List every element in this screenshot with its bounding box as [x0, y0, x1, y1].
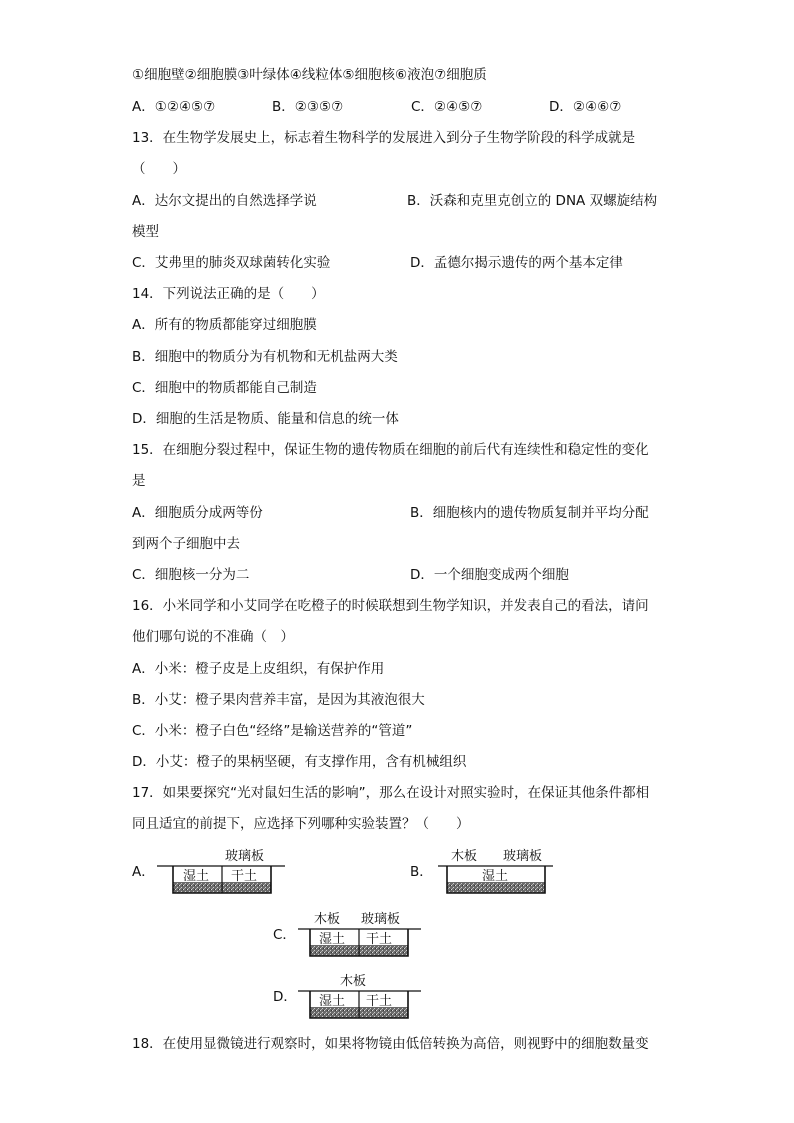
wet-soil-label: 湿土 — [319, 994, 346, 1009]
q14-option-b: B．细胞中的物质分为有机物和无机盐两大类 — [132, 349, 398, 365]
wet-soil-label: 湿土 — [482, 869, 509, 884]
q12-option-d: D．②④⑥⑦ — [549, 99, 622, 115]
q17-stem-cont: 同且适宜的前提下，应选择下列哪种实验装置？（ ） — [132, 816, 470, 832]
q17-option-b-label: B． — [410, 864, 433, 880]
q16-stem: 16．小米同学和小艾同学在吃橙子的时候联想到生物学知识，并发表自己的看法，请问 — [132, 598, 649, 614]
q13-option-d: D．孟德尔揭示遗传的两个基本定律 — [410, 255, 623, 271]
dry-soil-label: 干土 — [231, 869, 258, 884]
q15-option-a: A．细胞质分成两等份 — [132, 505, 263, 521]
q17-option-d-label: D． — [273, 989, 297, 1005]
q16-option-a: A．小米：橙子皮是上皮组织，有保护作用 — [132, 661, 385, 677]
q15-option-b: B．细胞核内的遗传物质复制并平均分配 — [410, 505, 649, 521]
q18-stem: 18．在使用显微镜进行观察时，如果将物镜由低倍转换为高倍，则视野中的细胞数量变 — [132, 1036, 649, 1052]
q14-option-a: A．所有的物质都能穿过细胞膜 — [132, 317, 317, 333]
q16-stem-cont: 他们哪句说的不准确（ ） — [132, 629, 294, 645]
q13-option-c: C．艾弗里的肺炎双球菌转化实验 — [132, 255, 331, 271]
q12-option-b: B．②③⑤⑦ — [272, 99, 344, 115]
wet-soil-label: 湿土 — [319, 932, 346, 947]
q17-option-c-label: C． — [273, 927, 296, 943]
wood-plate-label: 木板 — [314, 912, 341, 927]
q15-stem: 15．在细胞分裂过程中，保证生物的遗传物质在细胞的前后代有连续性和稳定性的变化 — [132, 442, 649, 458]
q17-option-a-label: A． — [132, 864, 155, 880]
q17-apparatus-c — [296, 908, 426, 964]
glass-plate-label: 玻璃板 — [503, 849, 543, 864]
glass-plate-label: 玻璃板 — [225, 849, 265, 864]
q12-option-c: C．②④⑤⑦ — [411, 99, 483, 115]
q15-option-b-cont: 到两个子细胞中去 — [132, 536, 240, 552]
wood-plate-label: 木板 — [340, 974, 367, 989]
q13-stem-bracket: （ ） — [132, 161, 186, 177]
q16-option-d: D．小艾：橙子的果柄坚硬，有支撑作用，含有机械组织 — [132, 754, 467, 770]
q15-option-d: D．一个细胞变成两个细胞 — [410, 567, 569, 583]
q13-option-b: B．沃森和克里克创立的 DNA 双螺旋结构 — [407, 193, 658, 209]
q14-option-c: C．细胞中的物质都能自己制造 — [132, 380, 317, 396]
q17-stem: 17．如果要探究“光对鼠妇生活的影响”，那么在设计对照实验时，在保证其他条件都相 — [132, 785, 650, 801]
q12-items: ①细胞壁②细胞膜③叶绿体④线粒体⑤细胞核⑥液泡⑦细胞质 — [132, 67, 487, 83]
wood-plate-label: 木板 — [451, 849, 478, 864]
glass-plate-label: 玻璃板 — [361, 912, 401, 927]
q15-stem-cont: 是 — [132, 473, 146, 489]
q17-apparatus-b — [435, 845, 560, 901]
q17-apparatus-a — [155, 845, 290, 901]
dry-soil-label: 干土 — [366, 932, 393, 947]
q13-option-b-cont: 模型 — [132, 224, 159, 240]
q14-stem: 14．下列说法正确的是（ ） — [132, 286, 325, 302]
wet-soil-label: 湿土 — [183, 869, 210, 884]
q12-option-a: A．①②④⑤⑦ — [132, 99, 216, 115]
q16-option-b: B．小艾：橙子果肉营养丰富，是因为其液泡很大 — [132, 692, 425, 708]
q15-option-c: C．细胞核一分为二 — [132, 567, 250, 583]
q16-option-c: C．小米：橙子白色“经络”是输送营养的“管道” — [132, 723, 413, 739]
q14-option-d: D．细胞的生活是物质、能量和信息的统一体 — [132, 411, 399, 427]
q13-stem: 13．在生物学发展史上，标志着生物科学的发展进入到分子生物学阶段的科学成就是 — [132, 130, 636, 146]
q17-apparatus-d — [296, 970, 426, 1026]
dry-soil-label: 干土 — [366, 994, 393, 1009]
q13-option-a: A．达尔文提出的自然选择学说 — [132, 193, 317, 209]
